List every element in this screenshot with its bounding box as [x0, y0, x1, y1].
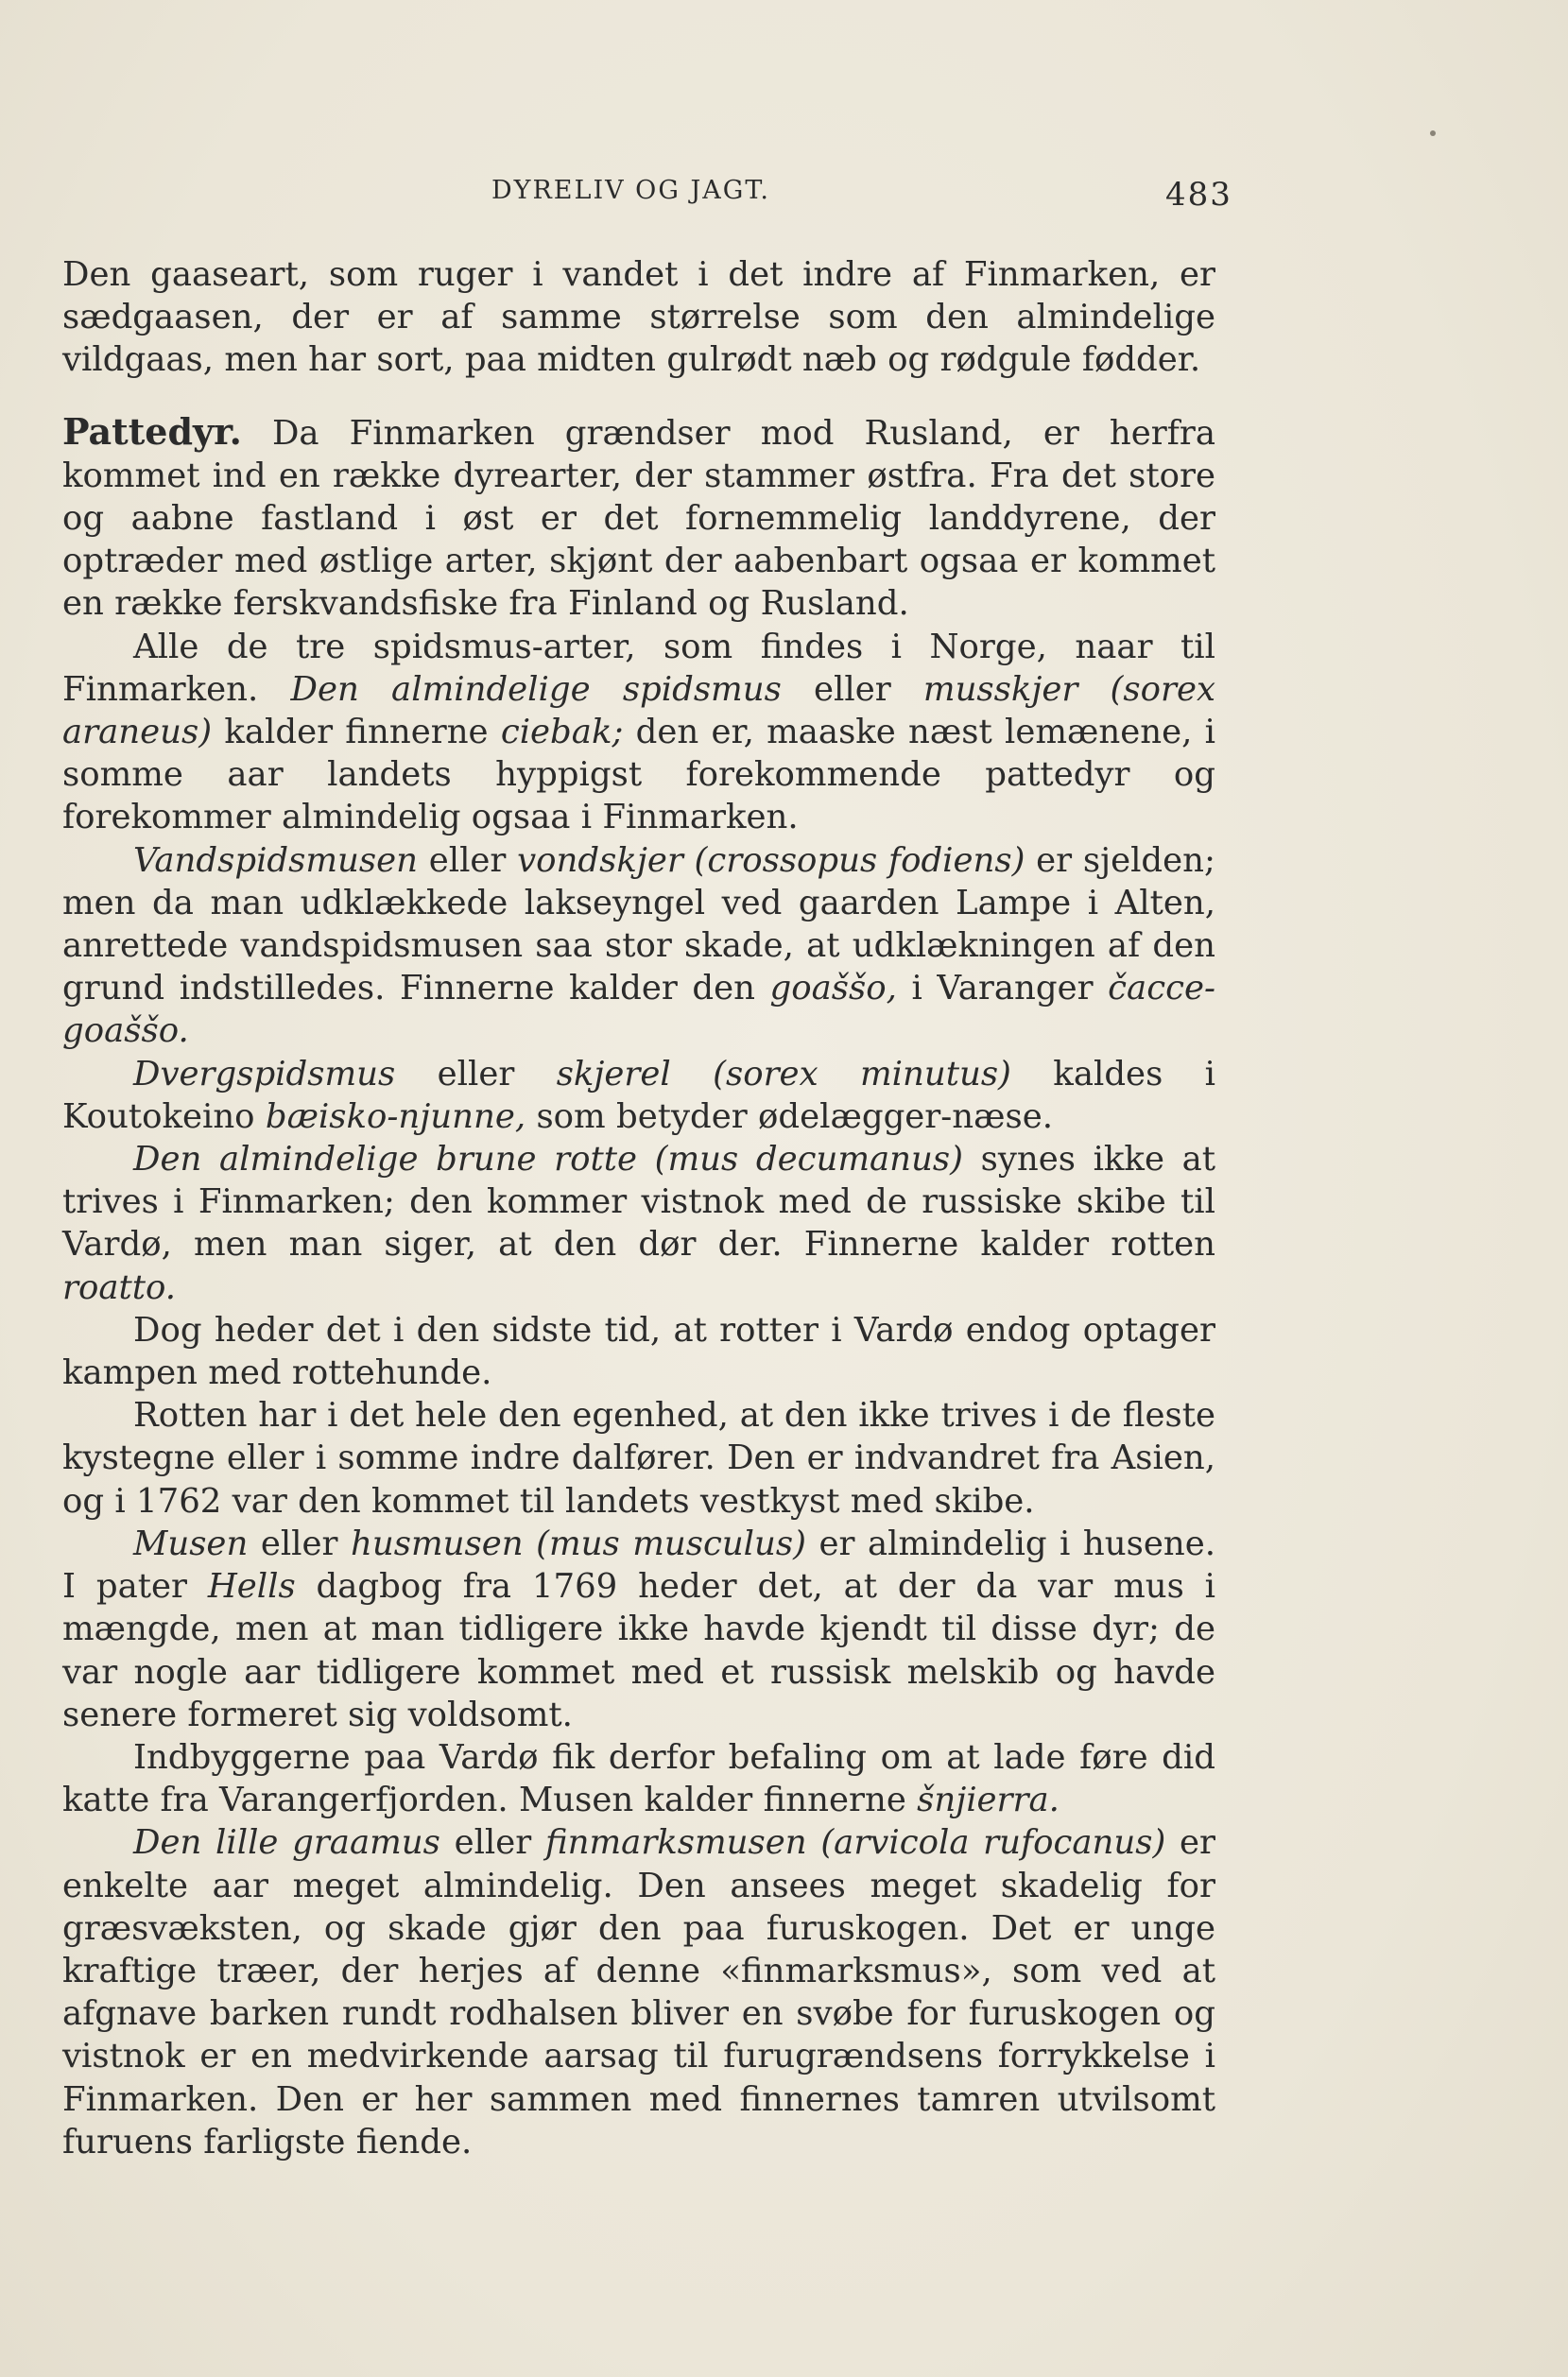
text-run: eller	[781, 669, 923, 709]
text-run: er sjelden; men da man udklækkede lakseyngel ved gaarden Lampe i Alten, anrettede vandspidsmusen saa stor skade, at udklækningen af den grund indstilledes. Finnerne kalder den	[62, 840, 1215, 1008]
italic-term: Den lille graamus	[133, 1823, 440, 1863]
italic-term: Dvergspidsmus	[133, 1054, 396, 1094]
italic-term: bæisko-njunne,	[265, 1096, 526, 1136]
paragraph-graamus	[62, 1821, 1215, 2163]
text-run: eller	[248, 1524, 352, 1563]
text-run: eller	[395, 1054, 557, 1094]
italic-term: finmarksmusen (arvicola rufocanus)	[544, 1823, 1166, 1863]
text-run: eller	[418, 840, 518, 880]
italic-term: ciebak;	[500, 713, 624, 752]
text-run: Alle de tre spidsmus-arter, som findes i Norge, naar til Finmarken.	[62, 627, 1215, 709]
section-heading: Pattedyr.	[62, 409, 242, 453]
text-run: synes ikke at trives i Finmarken; den kommer vistnok med de russiske skibe til Vardø, men man siger, at den dør der. Finnerne kalder rotten	[62, 1140, 1215, 1265]
paragraph-gaaseart	[62, 253, 1215, 382]
italic-term: vondskjer (crossopus fodiens)	[517, 840, 1025, 880]
italic-term: Vandspidsmusen	[133, 840, 418, 880]
text-run: kalder finnerne	[212, 713, 501, 752]
text-run: i Varanger	[896, 969, 1109, 1008]
italic-term: čacce-goaššo.	[62, 969, 1215, 1051]
body-text	[62, 253, 1215, 2163]
running-header	[0, 176, 1568, 214]
paper-speck	[1430, 130, 1436, 136]
paragraph-dvergspidsmus	[62, 1053, 1215, 1138]
text-run: Den gaaseart, som ruger i vandet i det indre af Finmarken, er sædgaasen, der er af samme størrelse som den almindelige vildgaas, men har sort, paa midten gulrødt næb og rødgule fødder.	[62, 255, 1215, 380]
text-run: dagbog fra 1769 heder det, at der da var mus i mængde, men at man tidligere ikke havde kjendt til disse dyr; de var nogle aar tidligere kommet med et russisk melskib og havde senere formeret sig voldsomt.	[62, 1567, 1215, 1734]
italic-term: husmusen (mus musculus)	[351, 1524, 806, 1563]
paragraph-vandspidsmus	[62, 839, 1215, 1053]
italic-term: Hells	[207, 1567, 296, 1607]
text-run: Dog heder det i den sidste tid, at rotter i Vardø endog optager kampen med rottehunde.	[62, 1310, 1215, 1393]
italic-term: šnjierra.	[917, 1781, 1060, 1820]
header-title: DYRELIV OG JAGT.	[491, 176, 770, 205]
paragraph-rotte	[62, 1138, 1215, 1309]
text-run: Indbyggerne paa Vardø fik derfor befaling om at lade føre did katte fra Varangerfjorden. Musen kalder finnerne	[62, 1737, 1215, 1820]
text-run: kaldes i Koutokeino	[62, 1054, 1216, 1136]
italic-term: Den almindelige brune rotte (mus decumanus)	[133, 1140, 963, 1180]
text-run: Rotten har i det hele den egenhed, at den ikke trives i de fleste kystegne eller i somme indre dalfører. Den er indvandret fra Asien, og i 1762 var den kommet til landets vestkyst med skibe.	[62, 1396, 1215, 1521]
text-run: den er, maaske næst lemænene, i somme aar landets hyppigst forekommende pattedyr og forekommer almindelig ogsaa i Finmarken.	[62, 713, 1216, 837]
text-run: er almindelig i husene. I pater	[62, 1524, 1216, 1607]
italic-term: goaššo,	[769, 969, 897, 1008]
italic-term: Musen	[133, 1524, 249, 1563]
page-number: 483	[1165, 176, 1232, 214]
paragraph-rottehunde	[62, 1309, 1215, 1394]
italic-term: musskjer (sorex araneus)	[62, 669, 1216, 752]
paragraph-spidsmus	[62, 626, 1215, 839]
italic-term: skjerel (sorex minutus)	[556, 1054, 1011, 1094]
paragraph-pattedyr	[62, 410, 1215, 626]
text-run: eller	[439, 1823, 545, 1863]
italic-term: roatto.	[62, 1267, 177, 1307]
paragraph-husmusen	[62, 1523, 1215, 1736]
paragraph-vardo-katte	[62, 1736, 1215, 1821]
paragraph-rotten-egenhed	[62, 1394, 1215, 1523]
text-run: som betyder ødelægger-næse.	[526, 1096, 1054, 1136]
italic-term: Den almindelige spidsmus	[290, 669, 782, 709]
text-run: Da Finmarken grændser mod Rusland, er herfra kommet ind en række dyrearter, der stammer østfra. Fra det store og aabne fastland i øst er det fornemmelig landdyrene, der optræder med østlige arter, skjønt der aabenbart ogsaa er kommet en række ferskvandsfiske fra Finland og Rusland.	[62, 413, 1215, 624]
text-run: er enkelte aar meget almindelig. Den ansees meget skadelig for græsvæksten, og skade gjør den paa furuskogen. Det er unge kraftige træer, der herjes af denne «finmarksmus», som ved at afgnave barken rundt rodhalsen bliver en svøbe for furuskogen og vistnok er en medvirkende aarsag til furugrændsens forrykkelse i Finmarken. Den er her sammen med finnernes tamren utvilsomt furuens farligste fiende.	[62, 1823, 1216, 2162]
